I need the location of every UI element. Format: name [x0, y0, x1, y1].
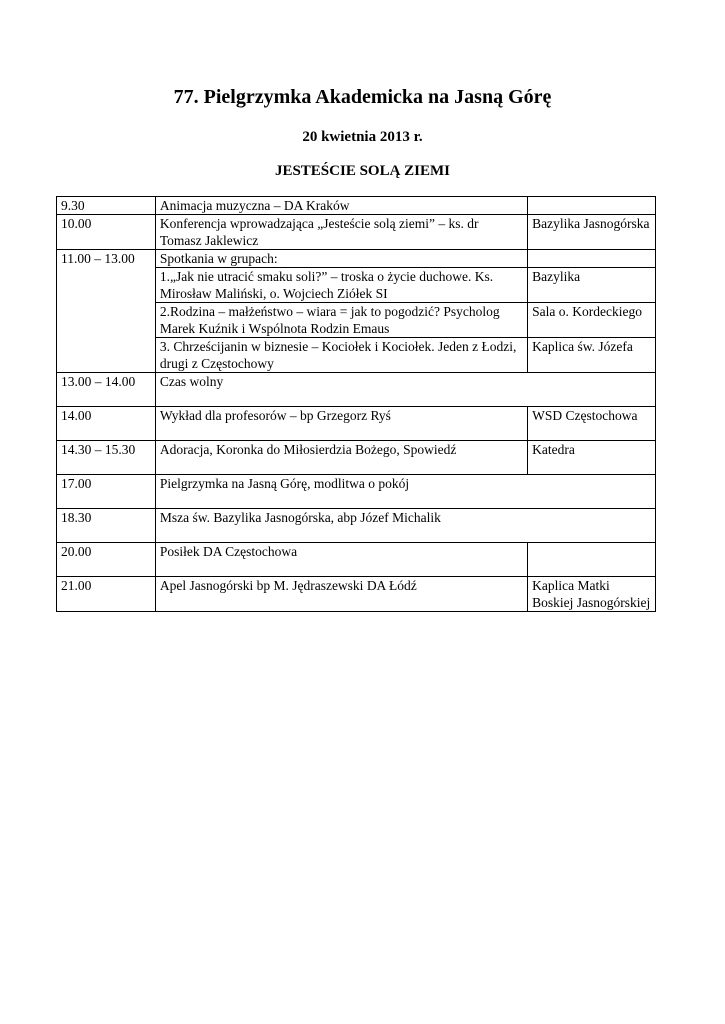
- place-cell: Katedra: [528, 441, 656, 475]
- schedule-table: [56, 196, 656, 612]
- event-cell: 2.Rodzina – małżeństwo – wiara = jak to pogodzić? Psycholog Marek Kuźnik i Wspólnota Rodzin Emaus: [155, 303, 527, 338]
- time-cell: 9.30: [57, 197, 156, 215]
- event-cell: Msza św. Bazylika Jasnogórska, abp Józef Michalik: [155, 509, 655, 543]
- event-cell: Konferencja wprowadzająca „Jesteście solą ziemi” – ks. dr Tomasz Jaklewicz: [155, 215, 527, 250]
- schedule-row: [57, 197, 656, 215]
- place-cell: Kaplica Matki Boskiej Jasnogórskiej: [528, 577, 656, 612]
- document-date: 20 kwietnia 2013 r.: [302, 129, 423, 145]
- event-cell: Apel Jasnogórski bp M. Jędraszewski DA Łódź: [155, 577, 527, 612]
- schedule-row: [57, 373, 656, 407]
- schedule-row: [57, 475, 656, 509]
- event-cell: Adoracja, Koronka do Miłosierdzia Bożego, Spowiedź: [155, 441, 527, 475]
- time-cell: 21.00: [57, 577, 156, 612]
- place-cell: [528, 197, 656, 215]
- place-cell: Kaplica św. Józefa: [528, 338, 656, 373]
- time-cell: 10.00: [57, 215, 156, 250]
- event-cell: Animacja muzyczna – DA Kraków: [155, 197, 527, 215]
- time-cell: 14.30 – 15.30: [57, 441, 156, 475]
- place-cell: [528, 543, 656, 577]
- time-cell: 17.00: [57, 475, 156, 509]
- schedule-row: [57, 250, 656, 268]
- event-cell: Wykład dla profesorów – bp Grzegorz Ryś: [155, 407, 527, 441]
- event-cell: Pielgrzymka na Jasną Górę, modlitwa o pokój: [155, 475, 655, 509]
- time-cell: 20.00: [57, 543, 156, 577]
- time-cell: 11.00 – 13.00: [57, 250, 156, 373]
- schedule-row: [57, 577, 656, 612]
- document-title: 77. Pielgrzymka Akademicka na Jasną Górę: [173, 86, 552, 108]
- event-cell: 1.„Jak nie utracić smaku soli?” – troska o życie duchowe. Ks. Mirosław Maliński, o. Wojciech Ziółek SI: [155, 268, 527, 303]
- event-cell: Czas wolny: [155, 373, 655, 407]
- place-cell: Bazylika Jasnogórska: [528, 215, 656, 250]
- schedule-row: [57, 509, 656, 543]
- schedule-row: [57, 215, 656, 250]
- schedule-row: [57, 407, 656, 441]
- place-cell: Bazylika: [528, 268, 656, 303]
- event-cell: Spotkania w grupach:: [155, 250, 527, 268]
- schedule-row: [57, 543, 656, 577]
- time-cell: 14.00: [57, 407, 156, 441]
- place-cell: WSD Częstochowa: [528, 407, 656, 441]
- document-motto: JESTEŚCIE SOLĄ ZIEMI: [274, 163, 451, 179]
- place-cell: Sala o. Kordeckiego: [528, 303, 656, 338]
- time-cell: 18.30: [57, 509, 156, 543]
- place-cell: [528, 250, 656, 268]
- event-cell: 3. Chrześcijanin w biznesie – Kociołek i Kociołek. Jeden z Łodzi, drugi z Częstochowy: [155, 338, 527, 373]
- schedule-row: [57, 441, 656, 475]
- event-cell: Posiłek DA Częstochowa: [155, 543, 527, 577]
- time-cell: 13.00 – 14.00: [57, 373, 156, 407]
